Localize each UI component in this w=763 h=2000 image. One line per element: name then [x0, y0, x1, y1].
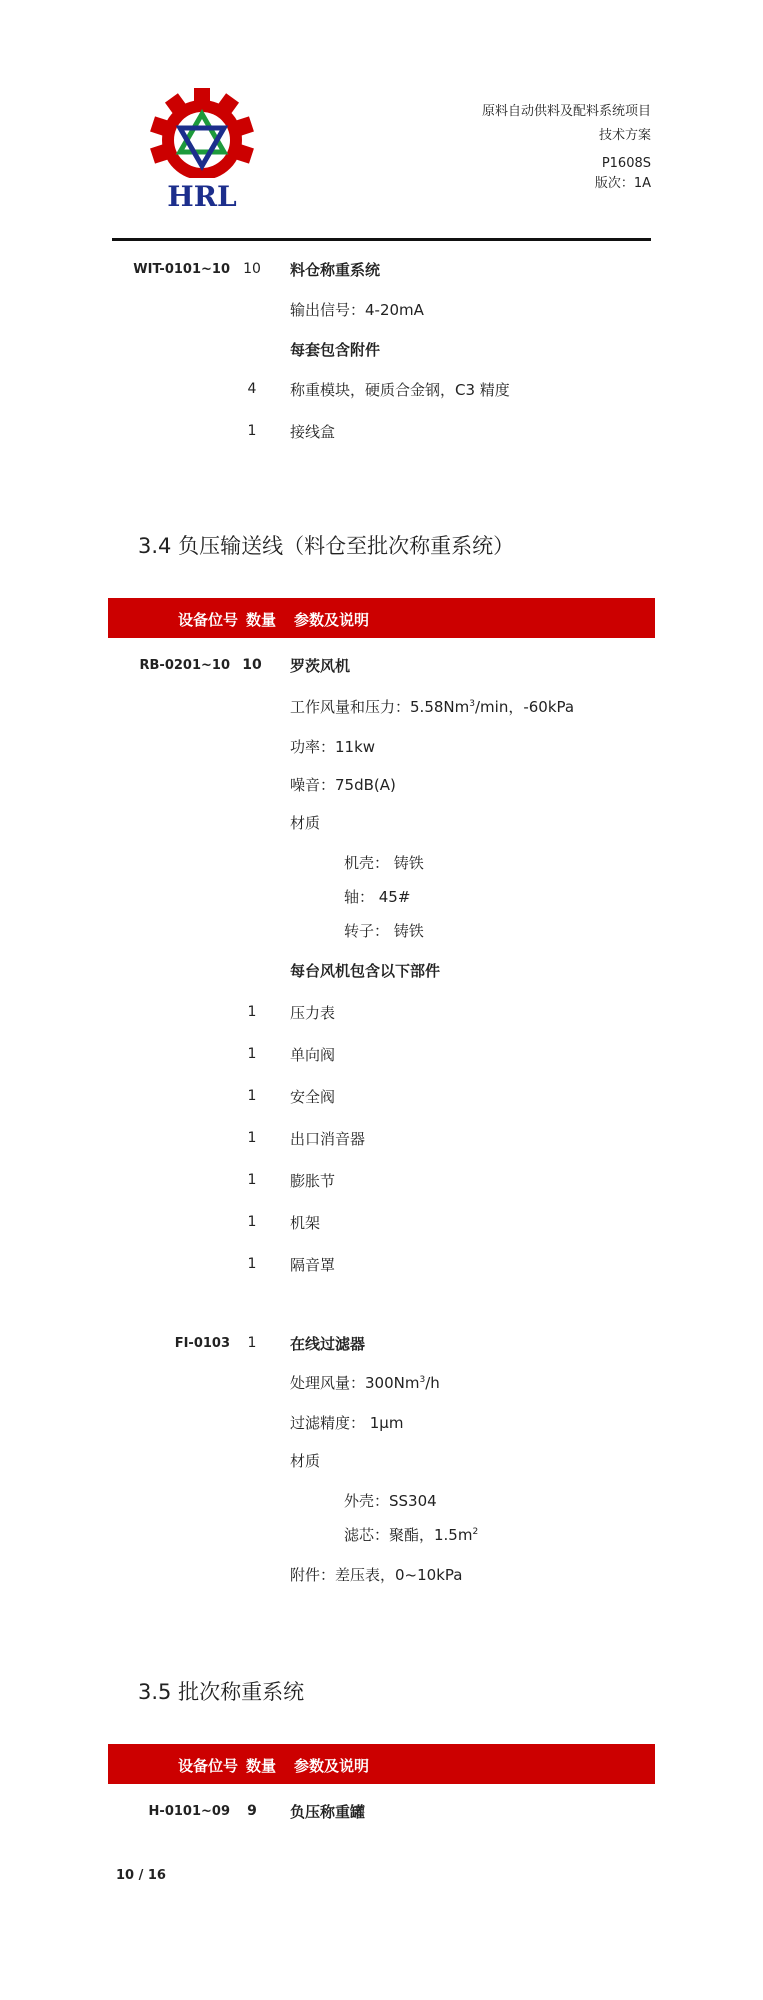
project-name: 原料自动供料及配料系统项目 — [481, 104, 651, 119]
spec-line: 输出信号：4-20mA — [290, 301, 424, 319]
table-header — [108, 1744, 655, 1784]
header-desc: 参数及说明 — [294, 611, 370, 629]
part-name: 机架 — [290, 1214, 321, 1232]
equipment-tag: FI-0103 — [174, 1336, 230, 1351]
document-type: 技术方案 — [598, 128, 651, 143]
equipment-tag: H-0101~09 — [148, 1804, 230, 1819]
material-item: 外壳：SS304 — [344, 1492, 437, 1510]
accessory-item: 接线盒 — [290, 423, 336, 441]
header-divider — [112, 238, 651, 241]
accessory-qty: 1 — [247, 423, 257, 439]
version: 版次：1A — [594, 176, 651, 191]
svg-text:HRL: HRL — [167, 180, 237, 212]
spec-line: 附件：差压表，0~10kPa — [290, 1566, 463, 1584]
part-qty: 1 — [247, 1130, 257, 1146]
spec-line: 工作风量和压力：5.58Nm$^3$/min，-60kPa — [290, 698, 575, 716]
table-header — [108, 598, 655, 638]
part-qty: 1 — [247, 1046, 257, 1062]
spec-line: 噪音：75dB(A) — [290, 776, 396, 794]
equipment-title: 负压称重罐 — [290, 1803, 366, 1821]
part-qty: 1 — [247, 1172, 257, 1188]
part-qty: 1 — [247, 1088, 257, 1104]
header-qty: 数量 — [246, 1757, 277, 1775]
material-item: 轴： 45# — [344, 888, 411, 906]
part-name: 膨胀节 — [290, 1172, 336, 1190]
part-name: 隔音罩 — [290, 1256, 336, 1274]
header-qty: 数量 — [246, 611, 277, 629]
equipment-qty: 9 — [247, 1803, 257, 1819]
equipment-qty: 1 — [247, 1335, 257, 1351]
parts-title: 每台风机包含以下部件 — [290, 962, 441, 980]
spec-line: 过滤精度： 1μm — [290, 1414, 404, 1432]
equipment-tag: WIT-0101~10 — [133, 262, 230, 277]
material-item: 机壳： 铸铁 — [344, 854, 424, 872]
page-number: 10 / 16 — [116, 1868, 166, 1883]
equipment-title: 罗茨风机 — [290, 657, 351, 675]
material-item: 滤芯：聚酯，$1.5m^2$ — [344, 1526, 479, 1544]
accessory-qty: 4 — [247, 381, 257, 397]
header-tag: 设备位号 — [178, 1757, 239, 1775]
part-name: 出口消音器 — [290, 1130, 366, 1148]
part-name: 压力表 — [290, 1004, 336, 1022]
part-name: 单向阀 — [290, 1046, 336, 1064]
equipment-title: 在线过滤器 — [290, 1335, 366, 1353]
header-tag: 设备位号 — [178, 611, 239, 629]
spec-line: 材质 — [290, 1452, 321, 1470]
part-qty: 1 — [247, 1214, 257, 1230]
document-number: P1608S — [601, 156, 651, 171]
section-title: 3.4 负压输送线（料仓至批次称重系统） — [138, 534, 515, 558]
equipment-qty: 10 — [242, 657, 262, 673]
part-qty: 1 — [247, 1256, 257, 1272]
spec-line: 功率：11kw — [290, 738, 376, 756]
equipment-qty: 10 — [243, 261, 261, 277]
accessory-item: 称重模块，硬质合金钢，C3 精度 — [290, 381, 510, 399]
header-desc: 参数及说明 — [294, 1757, 370, 1775]
company-logo — [138, 84, 266, 212]
equipment-title: 料仓称重系统 — [290, 261, 381, 279]
part-qty: 1 — [247, 1004, 257, 1020]
material-item: 转子： 铸铁 — [344, 922, 424, 940]
part-name: 安全阀 — [290, 1088, 336, 1106]
section-title: 3.5 批次称重系统 — [138, 1680, 305, 1704]
spec-line: 处理风量：300Nm$^3$/h — [290, 1374, 440, 1392]
accessory-title: 每套包含附件 — [290, 341, 381, 359]
equipment-tag: RB-0201~10 — [139, 658, 230, 673]
spec-line: 材质 — [290, 814, 321, 832]
